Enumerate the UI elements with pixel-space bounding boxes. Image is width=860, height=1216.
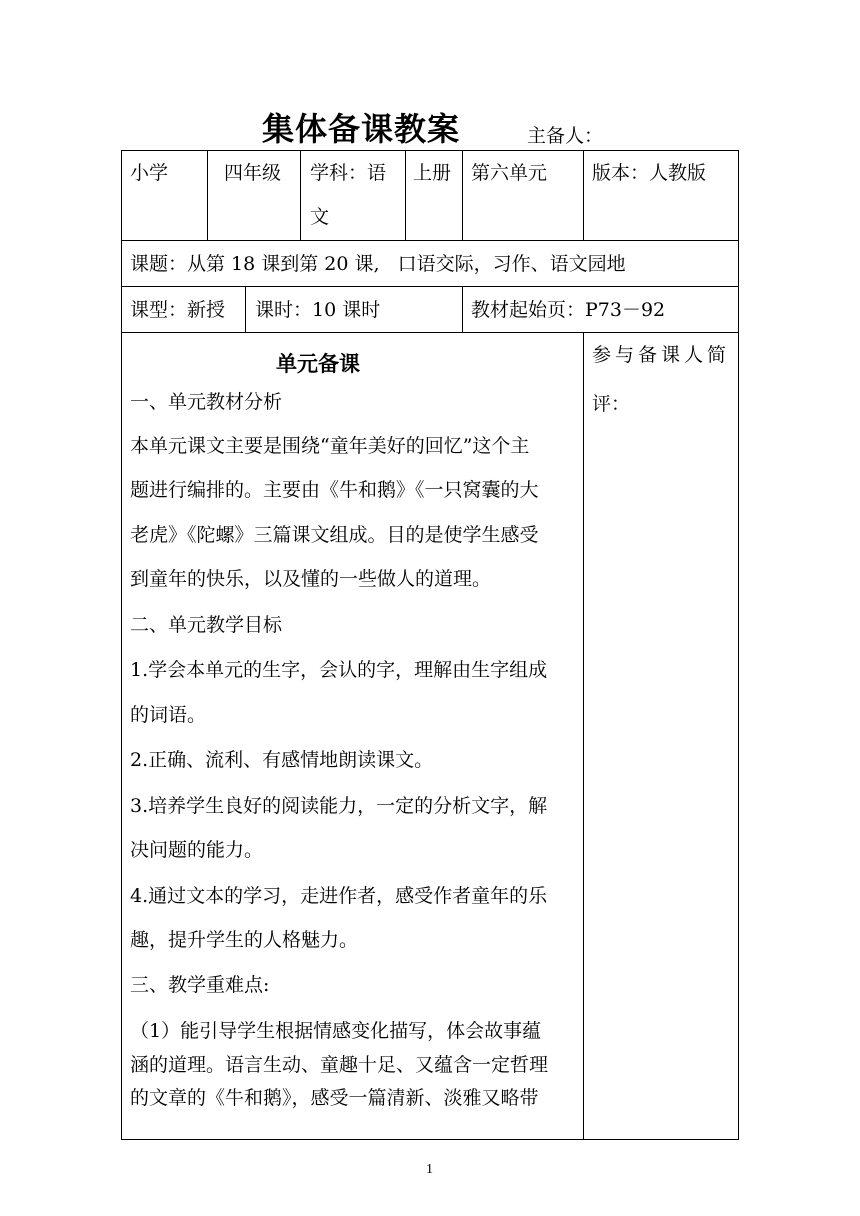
body-line: 趣，提升学生的人格魅力。 [130,929,359,951]
table-border-right [738,150,739,1140]
textbook-pages-cell: 教材起始页：P73－92 [471,299,666,321]
school-level-cell: 小学 [130,162,169,184]
body-line: 本单元课文主要是围绕“童年美好的回忆”这个主 [130,435,530,457]
subject-cell-line1: 学科：语 [310,162,387,184]
body-line: 2.正确、流利、有感情地朗读课文。 [130,749,434,771]
row-divider [121,332,738,333]
page-title: 集体备课教案 [262,110,461,148]
table-border-left [121,150,122,1140]
body-line: 4.通过文本的学习，走进作者，感受作者童年的乐 [130,885,548,907]
col-divider [405,150,406,240]
volume-cell: 上册 [413,162,452,184]
edition-cell: 版本：人教版 [592,162,707,184]
body-line: 老虎》《陀螺》三篇课文组成。目的是使学生感受 [130,524,539,546]
table-border-top [121,150,738,151]
col-divider [207,150,208,240]
row-divider [121,240,738,241]
review-label-line1: 参与备课人简 [592,344,731,366]
row-divider [121,286,738,287]
unit-cell: 第六单元 [471,162,548,184]
body-line: 3.培养学生良好的阅读能力，一定的分析文字，解 [130,795,548,817]
body-line: 涵的道理。语言生动、童趣十足、又蕴含一定哲理 [130,1054,549,1076]
body-line: 1.学会本单元的生字，会认的字，理解由生字组成 [130,659,548,681]
lesson-type-cell: 课型：新授 [130,299,226,321]
page-number: 1 [426,1162,433,1177]
subject-cell-line2: 文 [310,206,330,228]
body-line: 的文章的《牛和鹅》，感受一篇清新、淡雅又略带 [130,1087,539,1109]
topic-cell: 课题：从第 18 课到第 20 课, 口语交际，习作、语文园地 [130,253,626,275]
body-line: 二、单元教学目标 [130,614,283,636]
body-line: 一、单元教材分析 [130,391,283,413]
col-divider [245,286,246,332]
body-line: 到童年的快乐，以及懂的一些做人的道理。 [130,568,492,590]
body-line: 决问题的能力。 [130,839,264,861]
col-divider [462,150,463,240]
body-line: 三、教学重难点: [130,974,270,996]
unit-plan-heading: 单元备课 [276,352,360,376]
col-divider [462,286,463,332]
body-line: （1）能引导学生根据情感变化描写，体会故事蕴 [130,1020,542,1042]
col-divider [300,150,301,240]
body-line: 的词语。 [130,704,207,726]
grade-cell: 四年级 [224,162,282,184]
preparer-label: 主备人： [527,125,604,147]
review-label-line2: 评： [592,393,631,415]
lesson-hours-cell: 课时：10 课时 [255,299,381,321]
table-border-bottom [121,1139,738,1140]
col-divider [583,150,584,240]
col-divider [583,332,584,1139]
body-line: 题进行编排的。主要由《牛和鹅》《一只窝囊的大 [130,479,539,501]
